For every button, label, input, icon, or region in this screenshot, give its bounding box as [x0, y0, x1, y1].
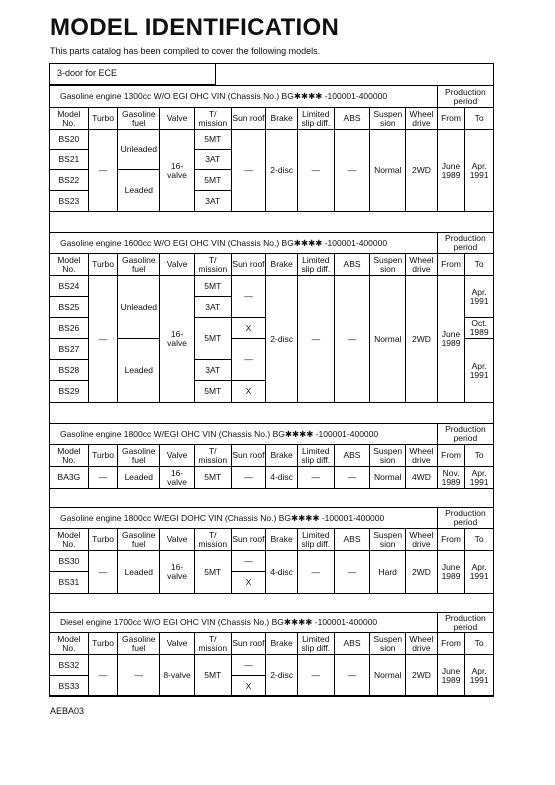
from-value: Nov. 1989	[437, 467, 465, 489]
col-wheel-drive: Wheel drive	[406, 445, 438, 467]
col-to: To	[465, 445, 494, 467]
col-to: To	[465, 633, 494, 655]
to-value: Apr. 1991	[465, 551, 494, 594]
col-model-no: Model No.	[50, 254, 89, 276]
col-from: From	[437, 108, 465, 130]
col-valve: Valve	[160, 254, 195, 276]
from-value: June 1989	[437, 551, 465, 594]
turbo-value: —	[88, 276, 118, 403]
col-to: To	[465, 529, 494, 551]
col-turbo: Turbo	[88, 445, 118, 467]
brake-value: 2-disc	[266, 276, 298, 403]
mission-value: 5MT	[194, 276, 231, 297]
lsd-value: —	[297, 130, 334, 212]
col-lsd: Limited slip diff.	[297, 529, 334, 551]
col-from: From	[437, 254, 465, 276]
col-abs: ABS	[334, 108, 370, 130]
mission-value: 5MT	[194, 170, 231, 191]
model-no: BS32	[50, 655, 89, 676]
mission-value: 5MT	[194, 130, 231, 150]
col-wheel-drive: Wheel drive	[406, 529, 438, 551]
mission-value: 5MT	[194, 655, 231, 697]
to-value: Oct. 1989	[465, 318, 494, 339]
col-brake: Brake	[266, 529, 298, 551]
section-1800-egi-ohc	[49, 423, 494, 489]
page-subtitle: This parts catalog has been compiled to cover the following models.	[50, 46, 321, 56]
page-title: MODEL IDENTIFICATION	[50, 14, 340, 41]
col-sunroof: Sun roof	[231, 445, 266, 467]
turbo-value: —	[88, 551, 118, 594]
mission-value: 5MT	[194, 551, 231, 594]
model-no: BS27	[50, 339, 89, 360]
fuel-value: Leaded	[118, 170, 160, 212]
model-no: BS23	[50, 191, 89, 212]
col-mission: T/ mission	[194, 108, 231, 130]
mission-value: 3AT	[194, 360, 231, 381]
sunroof-value: —	[231, 276, 266, 318]
abs-value: —	[334, 130, 370, 212]
to-value: Apr. 1991	[465, 467, 494, 489]
to-value: Apr. 1991	[465, 130, 494, 212]
col-fuel: Gasoline fuel	[118, 529, 160, 551]
col-to: To	[465, 254, 494, 276]
col-lsd: Limited slip diff.	[297, 254, 334, 276]
col-wheel-drive: Wheel drive	[406, 254, 438, 276]
col-mission: T/ mission	[194, 445, 231, 467]
section-1800-egi-dohc	[49, 507, 494, 594]
valve-value: 16- valve	[160, 551, 195, 594]
col-model-no: Model No.	[50, 529, 89, 551]
col-suspension: Suspen sion	[370, 108, 406, 130]
valve-value: 16- valve	[160, 130, 195, 212]
suspension-value: Normal	[370, 130, 406, 212]
col-suspension: Suspen sion	[370, 254, 406, 276]
col-mission: T/ mission	[194, 254, 231, 276]
col-suspension: Suspen sion	[370, 529, 406, 551]
col-brake: Brake	[266, 108, 298, 130]
col-turbo: Turbo	[88, 633, 118, 655]
col-from: From	[437, 529, 465, 551]
col-valve: Valve	[160, 445, 195, 467]
col-suspension: Suspen sion	[370, 633, 406, 655]
sunroof-value: —	[231, 551, 266, 572]
wheel-drive-value: 2WD	[406, 551, 438, 594]
col-turbo: Turbo	[88, 529, 118, 551]
lsd-value: —	[297, 551, 334, 594]
model-no: BS22	[50, 170, 89, 191]
col-fuel: Gasoline fuel	[118, 633, 160, 655]
abs-value: —	[334, 551, 370, 594]
col-from: From	[437, 633, 465, 655]
col-lsd: Limited slip diff.	[297, 633, 334, 655]
from-value: June 1989	[437, 130, 465, 212]
valve-value: 8-valve	[160, 655, 195, 697]
turbo-value: —	[88, 655, 118, 697]
col-sunroof: Sun roof	[231, 108, 266, 130]
sunroof-value: —	[231, 130, 266, 212]
mission-value: 5MT	[194, 467, 231, 489]
fuel-value: Leaded	[118, 551, 160, 594]
valve-value: 16- valve	[160, 467, 195, 489]
wheel-drive-value: 2WD	[406, 655, 438, 697]
model-no: BS29	[50, 381, 89, 403]
col-valve: Valve	[160, 108, 195, 130]
model-no: BS30	[50, 551, 89, 572]
to-value: Apr. 1991	[465, 655, 494, 697]
section-diesel-1700	[49, 612, 494, 697]
col-wheel-drive: Wheel drive	[406, 633, 438, 655]
col-from: From	[437, 445, 465, 467]
production-period-header: Production period	[437, 508, 493, 529]
col-abs: ABS	[334, 633, 370, 655]
col-sunroof: Sun roof	[231, 529, 266, 551]
col-model-no: Model No.	[50, 445, 89, 467]
fuel-value: —	[118, 655, 160, 697]
model-no: BS20	[50, 130, 89, 150]
col-lsd: Limited slip diff.	[297, 108, 334, 130]
col-brake: Brake	[266, 254, 298, 276]
col-to: To	[465, 108, 494, 130]
col-brake: Brake	[266, 633, 298, 655]
turbo-value: —	[88, 130, 118, 212]
to-value: Apr. 1991	[465, 339, 494, 403]
model-no: BS28	[50, 360, 89, 381]
production-period-header: Production period	[437, 86, 493, 108]
section-1300-ohc	[49, 85, 494, 212]
production-period-header: Production period	[437, 233, 493, 254]
col-mission: T/ mission	[194, 529, 231, 551]
lsd-value: —	[297, 276, 334, 403]
door-label: 3-door for ECE	[49, 63, 216, 85]
sunroof-value: —	[231, 467, 266, 489]
col-valve: Valve	[160, 529, 195, 551]
model-no: BS24	[50, 276, 89, 297]
col-suspension: Suspen sion	[370, 445, 406, 467]
model-no: BS25	[50, 297, 89, 318]
engine-header: Gasoline engine 1800cc W/EGI DOHC VIN (Chassis No.) BG✱✱✱✱ -100001-400000	[50, 508, 438, 529]
sunroof-value: X	[231, 381, 266, 403]
wheel-drive-value: 2WD	[406, 130, 438, 212]
col-turbo: Turbo	[88, 108, 118, 130]
model-no: BS21	[50, 150, 89, 170]
sunroof-value: X	[231, 318, 266, 339]
wheel-drive-value: 2WD	[406, 276, 438, 403]
col-fuel: Gasoline fuel	[118, 445, 160, 467]
suspension-value: Normal	[370, 467, 406, 489]
production-period-header: Production period	[437, 613, 493, 633]
brake-value: 4-disc	[266, 467, 298, 489]
col-model-no: Model No.	[50, 633, 89, 655]
col-fuel: Gasoline fuel	[118, 254, 160, 276]
engine-header: Gasoline engine 1600cc W/O EGI OHC VIN (Chassis No.) BG✱✱✱✱ -100001-400000	[50, 233, 438, 254]
fuel-value: Unleaded	[118, 130, 160, 170]
mission-value: 3AT	[194, 191, 231, 212]
fuel-value: Leaded	[118, 339, 160, 403]
suspension-value: Hard	[370, 551, 406, 594]
to-value: Apr. 1991	[465, 276, 494, 318]
col-abs: ABS	[334, 529, 370, 551]
section-1600-ohc	[49, 232, 494, 403]
col-wheel-drive: Wheel drive	[406, 108, 438, 130]
sunroof-value: —	[231, 339, 266, 381]
engine-header: Gasoline engine 1800cc W/EGI OHC VIN (Chassis No.) BG✱✱✱✱ -100001-400000	[50, 424, 438, 445]
col-fuel: Gasoline fuel	[118, 108, 160, 130]
col-valve: Valve	[160, 633, 195, 655]
col-sunroof: Sun roof	[231, 633, 266, 655]
lsd-value: —	[297, 655, 334, 697]
lsd-value: —	[297, 467, 334, 489]
mission-value: 3AT	[194, 150, 231, 170]
mission-value: 3AT	[194, 297, 231, 318]
page-code: AEBA03	[50, 706, 85, 716]
brake-value: 2-disc	[266, 655, 298, 697]
abs-value: —	[334, 655, 370, 697]
wheel-drive-value: 4WD	[406, 467, 438, 489]
brake-value: 2-disc	[266, 130, 298, 212]
model-no: BS26	[50, 318, 89, 339]
fuel-value: Leaded	[118, 467, 160, 489]
mission-value: 5MT	[194, 381, 231, 403]
col-abs: ABS	[334, 445, 370, 467]
from-value: June 1989	[437, 655, 465, 697]
engine-header: Diesel engine 1700cc W/O EGI OHC VIN (Chassis No.) BG✱✱✱✱ -100001-400000	[50, 613, 438, 633]
suspension-value: Normal	[370, 276, 406, 403]
sunroof-value: —	[231, 655, 266, 676]
col-model-no: Model No.	[50, 108, 89, 130]
sunroof-value: X	[231, 676, 266, 697]
from-value: June 1989	[437, 276, 465, 403]
col-lsd: Limited slip diff.	[297, 445, 334, 467]
col-brake: Brake	[266, 445, 298, 467]
brake-value: 4-disc	[266, 551, 298, 594]
model-no: BA3G	[50, 467, 89, 489]
production-period-header: Production period	[437, 424, 493, 445]
mission-value: 5MT	[194, 318, 231, 360]
col-mission: T/ mission	[194, 633, 231, 655]
engine-header: Gasoline engine 1300cc W/O EGI OHC VIN (Chassis No.) BG✱✱✱✱ -100001-400000	[50, 86, 438, 108]
valve-value: 16- valve	[160, 276, 195, 403]
turbo-value: —	[88, 467, 118, 489]
suspension-value: Normal	[370, 655, 406, 697]
col-turbo: Turbo	[88, 254, 118, 276]
model-no: BS31	[50, 572, 89, 594]
fuel-value: Unleaded	[118, 276, 160, 339]
abs-value: —	[334, 467, 370, 489]
col-abs: ABS	[334, 254, 370, 276]
model-no: BS33	[50, 676, 89, 697]
abs-value: —	[334, 276, 370, 403]
col-sunroof: Sun roof	[231, 254, 266, 276]
sunroof-value: X	[231, 572, 266, 594]
